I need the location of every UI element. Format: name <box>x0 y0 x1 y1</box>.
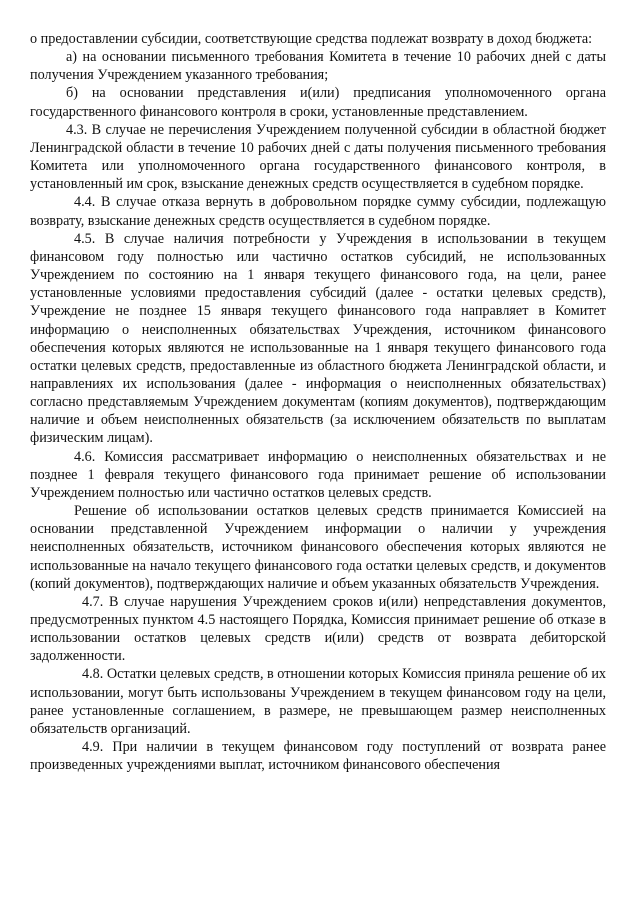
paragraph-4-6: 4.6. Комиссия рассматривает информацию о неисполненных обязательствах и не позднее 1 февраля текущего финансового года принимает решение об использовании Учреждением полностью или частично остатков целевых средств. <box>30 448 606 501</box>
paragraph-4-7: 4.7. В случае нарушения Учреждением сроков и(или) непредставления документов, предусмотренных пунктом 4.5 настоящего Порядка, Комиссия принимает решение об отказе в использовании остатков целевых средств и(или) средств от возврата дебиторской задолженности. <box>30 593 606 665</box>
paragraph-4-8: 4.8. Остатки целевых средств, в отношении которых Комиссия приняла решение об их использовании, могут быть использованы Учреждением в текущем финансовом году на цели, ранее установленные соглашением, в размере, не превышающем размер неисполненных обязательств организаций. <box>30 666 607 737</box>
paragraph-intro: о предоставлении субсидии, соответствующие средства подлежат возврату в доход бюджета: <box>30 31 593 47</box>
paragraph-4-5: 4.5. В случае наличия потребности у Учреждения в использовании в текущем финансовом году полностью или частично остатков субсидий, не использованных Учреждением по состоянию на 1 января текущего финансового года, на цели, ранее установленные условиями предоставления субсидий (далее - остатки целевых средств), Учреждение не позднее 15 января текущего финансового года направляет в Комитет информацию о неисполненных обязательствах Учреждения, источником финансового обеспечения которых являются не использованные на 1 января текущего финансового года остатки целевых средств, предоставленные из областного бюджета Ленинградской области, и направлениях их использования (далее - информация о неисполненных обязательствах) согласно представляемым Учреждением документам (копиям документов), подтверждающим наличие и объем неисполненных обязательств (за исключением обязательств по выплатам физическим лицам). <box>30 230 606 447</box>
paragraph-4-3: 4.3. В случае не перечисления Учреждением полученной субсидии в областной бюджет Ленинградской области в течение 10 рабочих дней с даты получения письменного требования Комитета или уполномоченного органа государственного финансового контроля, в установленный им срок, взыскание денежных средств осуществляется в судебном порядке. <box>30 121 606 193</box>
paragraph-item-a: а) на основании письменного требования Комитета в течение 10 рабочих дней с даты получения Учреждением указанного требования; <box>30 49 606 84</box>
paragraph-4-4: 4.4. В случае отказа вернуть в добровольном порядке сумму субсидии, подлежащую возврату, взыскание денежных средств осуществляется в судебном порядке. <box>30 194 606 229</box>
paragraph-item-b: б) на основании представления и(или) предписания уполномоченного органа государственного финансового контроля в сроки, установленные представлением. <box>30 85 606 120</box>
paragraph-decision: Решение об использовании остатков целевых средств принимается Комиссией на основании представленной Учреждением информации о наличии у учреждения неисполненных обязательств, источником финансового обеспечения которых являются не использованные на начало текущего финансового года остатки целевых средств, и документов (копий документов), подтверждающих наличие и объем указанных обязательств Учреждения. <box>30 503 606 592</box>
paragraph-4-9: 4.9. При наличии в текущем финансовом году поступлений от возврата ранее произведенных учреждениями выплат, источником финансового обеспечения <box>30 739 606 774</box>
